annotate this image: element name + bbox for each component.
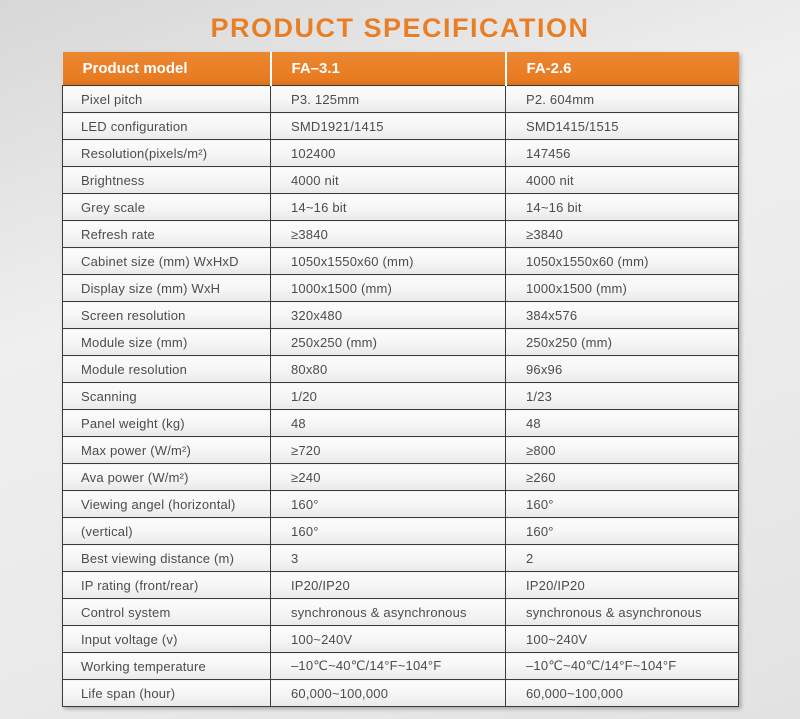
spec-label-cell: Grey scale [63, 194, 271, 221]
spec-value-cell-fa-3-1: –10℃~40℃/14°F~104°F [271, 653, 506, 680]
spec-value-cell-fa-2-6: 1000x1500 (mm) [506, 275, 739, 302]
spec-value-cell-fa-3-1: SMD1921/1415 [271, 113, 506, 140]
spec-value-cell-fa-2-6: ≥800 [506, 437, 739, 464]
spec-value-cell-fa-3-1: ≥240 [271, 464, 506, 491]
table-row [63, 383, 739, 410]
spec-value-cell-fa-2-6: ≥3840 [506, 221, 739, 248]
spec-label-cell: Brightness [63, 167, 271, 194]
spec-value-cell-fa-2-6: IP20/IP20 [506, 572, 739, 599]
spec-value-cell-fa-2-6: 250x250 (mm) [506, 329, 739, 356]
spec-value-cell-fa-3-1: 4000 nit [271, 167, 506, 194]
table-row [63, 680, 739, 707]
spec-value-cell-fa-2-6: ≥260 [506, 464, 739, 491]
spec-label-cell: Ava power (W/m²) [63, 464, 271, 491]
spec-value-cell-fa-2-6: 147456 [506, 140, 739, 167]
spec-label-cell: IP rating (front/rear) [63, 572, 271, 599]
spec-value-cell-fa-3-1: ≥3840 [271, 221, 506, 248]
table-row [63, 356, 739, 383]
table-row [63, 410, 739, 437]
table-row [63, 437, 739, 464]
spec-label-cell: Best viewing distance (m) [63, 545, 271, 572]
table-row [63, 302, 739, 329]
spec-value-cell-fa-3-1: 3 [271, 545, 506, 572]
spec-value-cell-fa-3-1: 1000x1500 (mm) [271, 275, 506, 302]
table-row [63, 518, 739, 545]
table-row [63, 329, 739, 356]
spec-label-cell: Pixel pitch [63, 86, 271, 113]
spec-value-cell-fa-3-1: 100~240V [271, 626, 506, 653]
spec-label-cell: Life span (hour) [63, 680, 271, 707]
table-row [63, 248, 739, 275]
page-title: PRODUCT SPECIFICATION [210, 13, 590, 43]
spec-value-cell-fa-3-1: IP20/IP20 [271, 572, 506, 599]
spec-value-cell-fa-2-6: 96x96 [506, 356, 739, 383]
table-body [63, 86, 739, 707]
table-row [63, 194, 739, 221]
spec-label-cell: Control system [63, 599, 271, 626]
spec-value-cell-fa-2-6: –10℃~40℃/14°F~104°F [506, 653, 739, 680]
spec-label-cell: LED configuration [63, 113, 271, 140]
table-row [63, 113, 739, 140]
table-row [63, 626, 739, 653]
spec-value-cell-fa-2-6: SMD1415/1515 [506, 113, 739, 140]
table-row [63, 86, 739, 113]
spec-value-cell-fa-3-1: 320x480 [271, 302, 506, 329]
spec-value-cell-fa-2-6: 1050x1550x60 (mm) [506, 248, 739, 275]
spec-value-cell-fa-3-1: ≥720 [271, 437, 506, 464]
spec-value-cell-fa-2-6: 160° [506, 491, 739, 518]
spec-value-cell-fa-3-1: 160° [271, 491, 506, 518]
spec-label-cell: Max power (W/m²) [63, 437, 271, 464]
spec-value-cell-fa-2-6: P2. 604mm [506, 86, 739, 113]
spec-value-cell-fa-2-6: 4000 nit [506, 167, 739, 194]
spec-value-cell-fa-3-1: 1/20 [271, 383, 506, 410]
spec-label-cell: Working temperature [63, 653, 271, 680]
spec-label-cell: Refresh rate [63, 221, 271, 248]
spec-table-container [62, 52, 738, 707]
table-row [63, 167, 739, 194]
table-header [63, 52, 739, 86]
table-row [63, 140, 739, 167]
column-header-product-model: Product model [63, 52, 271, 86]
spec-value-cell-fa-2-6: 1/23 [506, 383, 739, 410]
table-row [63, 572, 739, 599]
spec-label-cell: Cabinet size (mm) WxHxD [63, 248, 271, 275]
spec-value-cell-fa-3-1: 160° [271, 518, 506, 545]
spec-label-cell: Input voltage (v) [63, 626, 271, 653]
spec-label-cell: Scanning [63, 383, 271, 410]
spec-value-cell-fa-3-1: 48 [271, 410, 506, 437]
spec-label-cell: Display size (mm) WxH [63, 275, 271, 302]
column-header-fa-2-6: FA-2.6 [506, 52, 739, 86]
table-header-row [63, 52, 739, 86]
product-specification-table [62, 52, 739, 707]
spec-label-cell: Resolution(pixels/m²) [63, 140, 271, 167]
table-row [63, 653, 739, 680]
spec-value-cell-fa-2-6: 100~240V [506, 626, 739, 653]
spec-label-cell: Panel weight (kg) [63, 410, 271, 437]
spec-value-cell-fa-2-6: 2 [506, 545, 739, 572]
table-row [63, 275, 739, 302]
table-row [63, 545, 739, 572]
spec-value-cell-fa-2-6: 384x576 [506, 302, 739, 329]
table-row [63, 491, 739, 518]
spec-label-cell: Screen resolution [63, 302, 271, 329]
spec-value-cell-fa-2-6: 160° [506, 518, 739, 545]
column-header-fa-3-1: FA–3.1 [271, 52, 506, 86]
spec-value-cell-fa-2-6: 14~16 bit [506, 194, 739, 221]
table-row [63, 221, 739, 248]
spec-value-cell-fa-3-1: 14~16 bit [271, 194, 506, 221]
table-row [63, 464, 739, 491]
spec-value-cell-fa-2-6: synchronous & asynchronous [506, 599, 739, 626]
spec-value-cell-fa-3-1: 60,000~100,000 [271, 680, 506, 707]
spec-value-cell-fa-2-6: 60,000~100,000 [506, 680, 739, 707]
spec-label-cell: Module resolution [63, 356, 271, 383]
table-row [63, 599, 739, 626]
spec-value-cell-fa-3-1: 80x80 [271, 356, 506, 383]
spec-label-cell: (vertical) [63, 518, 271, 545]
spec-value-cell-fa-3-1: 1050x1550x60 (mm) [271, 248, 506, 275]
spec-value-cell-fa-2-6: 48 [506, 410, 739, 437]
spec-value-cell-fa-3-1: synchronous & asynchronous [271, 599, 506, 626]
spec-value-cell-fa-3-1: 250x250 (mm) [271, 329, 506, 356]
spec-label-cell: Module size (mm) [63, 329, 271, 356]
spec-value-cell-fa-3-1: P3. 125mm [271, 86, 506, 113]
spec-label-cell: Viewing angel (horizontal) [63, 491, 271, 518]
spec-value-cell-fa-3-1: 102400 [271, 140, 506, 167]
